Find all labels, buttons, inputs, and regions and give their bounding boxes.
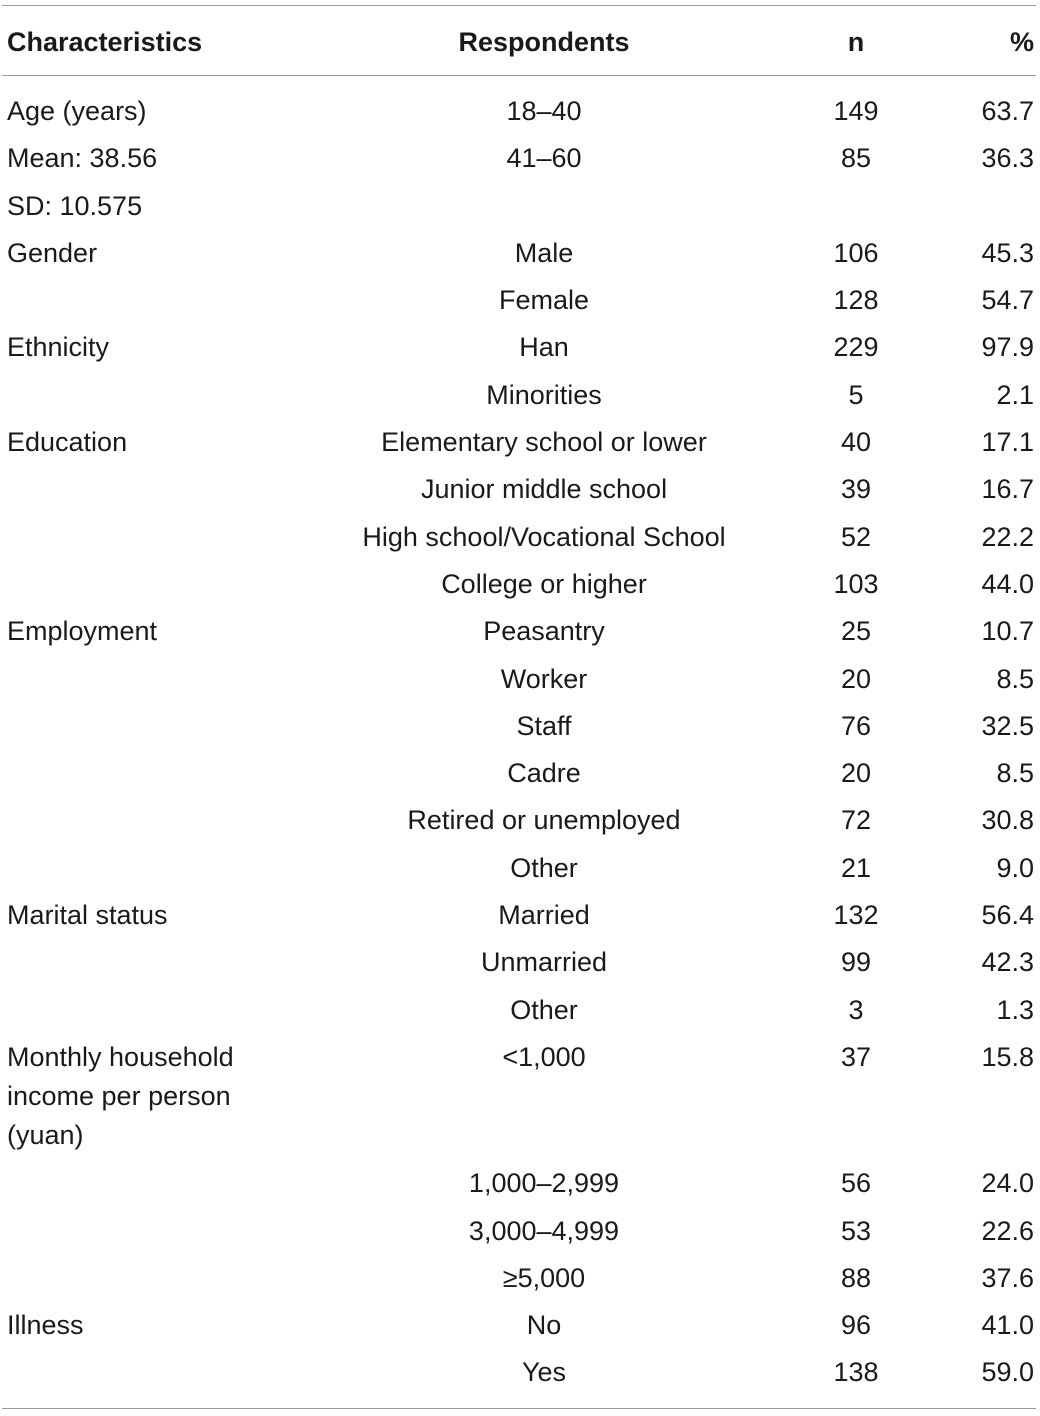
cell-respondent: Yes bbox=[521, 1357, 567, 1388]
cell-characteristic: Illness bbox=[7, 1310, 84, 1341]
table-header-row bbox=[0, 22, 1040, 62]
table-top-rule bbox=[2, 5, 1036, 6]
table-row bbox=[0, 234, 1040, 281]
cell-percent: 54.7 bbox=[981, 285, 1034, 316]
table-row bbox=[0, 896, 1040, 943]
cell-percent: 1.3 bbox=[996, 994, 1034, 1025]
cell-respondent: 3,000–4,999 bbox=[468, 1215, 620, 1246]
cell-percent: 44.0 bbox=[981, 568, 1034, 599]
table-bottom-rule bbox=[2, 1408, 1036, 1409]
table-row bbox=[0, 139, 1040, 186]
cell-respondent: Minorities bbox=[486, 379, 602, 410]
cell-respondent: Married bbox=[498, 900, 590, 931]
cell-percent: 24.0 bbox=[981, 1168, 1034, 1199]
cell-percent: 8.5 bbox=[996, 758, 1034, 789]
cell-percent: 59.0 bbox=[981, 1357, 1034, 1388]
cell-n: 20 bbox=[840, 663, 872, 694]
table-row bbox=[0, 801, 1040, 848]
cell-percent: 42.3 bbox=[981, 947, 1034, 978]
cell-n: 99 bbox=[840, 947, 872, 978]
cell-respondent: Other bbox=[510, 994, 578, 1025]
header-characteristics: Characteristics bbox=[7, 27, 203, 57]
cell-percent: 16.7 bbox=[981, 474, 1034, 505]
table-row bbox=[0, 943, 1040, 990]
cell-respondent: Worker bbox=[500, 663, 588, 694]
header-percent: % bbox=[1009, 27, 1034, 57]
cell-n: 76 bbox=[840, 710, 872, 741]
cell-n: 85 bbox=[840, 143, 872, 174]
cell-n: 21 bbox=[840, 852, 872, 883]
table-body bbox=[0, 92, 1040, 1401]
cell-n: 37 bbox=[840, 1041, 872, 1072]
cell-n: 149 bbox=[833, 96, 879, 126]
cell-n: 53 bbox=[840, 1215, 872, 1246]
cell-characteristic: Mean: 38.56 bbox=[7, 143, 158, 174]
cell-n: 20 bbox=[840, 758, 872, 789]
cell-n: 40 bbox=[840, 427, 872, 458]
table-row bbox=[0, 612, 1040, 659]
cell-respondent: Male bbox=[514, 237, 574, 268]
cell-percent: 9.0 bbox=[996, 852, 1034, 883]
header-respondents: Respondents bbox=[458, 27, 630, 57]
cell-percent: 36.3 bbox=[981, 143, 1034, 174]
table-row bbox=[0, 1259, 1040, 1306]
cell-n: 25 bbox=[840, 616, 872, 647]
cell-respondent: 1,000–2,999 bbox=[468, 1168, 620, 1199]
cell-respondent: Other bbox=[510, 852, 578, 883]
cell-respondent: Cadre bbox=[507, 758, 581, 789]
cell-characteristic: Employment bbox=[7, 616, 158, 647]
cell-percent: 32.5 bbox=[981, 710, 1034, 741]
cell-n: 5 bbox=[848, 379, 864, 410]
table-row bbox=[0, 707, 1040, 754]
cell-characteristic: Ethnicity bbox=[7, 332, 110, 363]
table-header-rule bbox=[2, 75, 1036, 76]
cell-percent: 15.8 bbox=[981, 1041, 1034, 1072]
cell-characteristic: Age (years) bbox=[7, 96, 147, 126]
cell-respondent: Retired or unemployed bbox=[407, 805, 681, 836]
cell-n: 56 bbox=[840, 1168, 872, 1199]
cell-respondent: Unmarried bbox=[480, 947, 608, 978]
cell-percent: 8.5 bbox=[996, 663, 1034, 694]
cell-respondent: Elementary school or lower bbox=[381, 427, 707, 458]
cell-n: 103 bbox=[833, 568, 879, 599]
cell-n: 72 bbox=[840, 805, 872, 836]
cell-percent: 56.4 bbox=[981, 900, 1034, 931]
table-row bbox=[0, 1212, 1040, 1259]
cell-percent: 30.8 bbox=[981, 805, 1034, 836]
cell-percent: 45.3 bbox=[981, 237, 1034, 268]
table-row bbox=[0, 1038, 1040, 1164]
cell-n: 96 bbox=[840, 1310, 872, 1341]
cell-characteristic: Education bbox=[7, 427, 128, 458]
table-row bbox=[0, 376, 1040, 423]
cell-characteristic: Gender bbox=[7, 237, 98, 268]
cell-respondent: Junior middle school bbox=[420, 474, 668, 505]
table-row bbox=[0, 660, 1040, 707]
cell-percent: 22.6 bbox=[981, 1215, 1034, 1246]
cell-n: 132 bbox=[833, 900, 879, 931]
cell-respondent: Han bbox=[519, 332, 569, 363]
cell-n: 3 bbox=[848, 994, 864, 1025]
cell-respondent: College or higher bbox=[441, 568, 647, 599]
cell-percent: 22.2 bbox=[981, 521, 1034, 552]
table-row bbox=[0, 470, 1040, 517]
cell-percent: 97.9 bbox=[981, 332, 1034, 363]
cell-percent: 17.1 bbox=[981, 427, 1034, 458]
cell-n: 106 bbox=[833, 237, 879, 268]
table-row bbox=[0, 1353, 1040, 1400]
header-n: n bbox=[847, 27, 865, 57]
cell-n: 88 bbox=[840, 1262, 872, 1293]
table-row bbox=[0, 328, 1040, 375]
cell-n: 229 bbox=[833, 332, 879, 363]
cell-respondent: 18–40 bbox=[506, 96, 582, 126]
table-row bbox=[0, 187, 1040, 234]
cell-respondent: <1,000 bbox=[502, 1041, 586, 1072]
cell-respondent: Peasantry bbox=[483, 616, 605, 647]
cell-percent: 41.0 bbox=[981, 1310, 1034, 1341]
cell-respondent: High school/Vocational School bbox=[362, 521, 726, 552]
cell-n: 128 bbox=[833, 285, 879, 316]
cell-respondent: Female bbox=[498, 285, 590, 316]
cell-percent: 10.7 bbox=[981, 616, 1034, 647]
table-row bbox=[0, 1306, 1040, 1353]
cell-characteristic: Monthly household income per person (yuan) bbox=[7, 1041, 234, 1150]
cell-characteristic: SD: 10.575 bbox=[7, 190, 143, 221]
table-row bbox=[0, 991, 1040, 1038]
cell-respondent: 41–60 bbox=[506, 143, 582, 174]
table-row bbox=[0, 281, 1040, 328]
cell-percent: 63.7 bbox=[981, 96, 1034, 126]
cell-respondent: No bbox=[526, 1310, 562, 1341]
table-row bbox=[0, 518, 1040, 565]
cell-characteristic: Marital status bbox=[7, 900, 168, 931]
cell-n: 52 bbox=[840, 521, 872, 552]
table-row bbox=[0, 849, 1040, 896]
table-row bbox=[0, 92, 1040, 139]
cell-respondent: Staff bbox=[516, 710, 572, 741]
cell-n: 138 bbox=[833, 1357, 879, 1388]
table-row bbox=[0, 423, 1040, 470]
table-row bbox=[0, 565, 1040, 612]
cell-percent: 2.1 bbox=[996, 379, 1034, 410]
cell-respondent: ≥5,000 bbox=[502, 1262, 586, 1293]
cell-percent: 37.6 bbox=[981, 1262, 1034, 1293]
table-row bbox=[0, 1164, 1040, 1211]
cell-n: 39 bbox=[840, 474, 872, 505]
table-row bbox=[0, 754, 1040, 801]
